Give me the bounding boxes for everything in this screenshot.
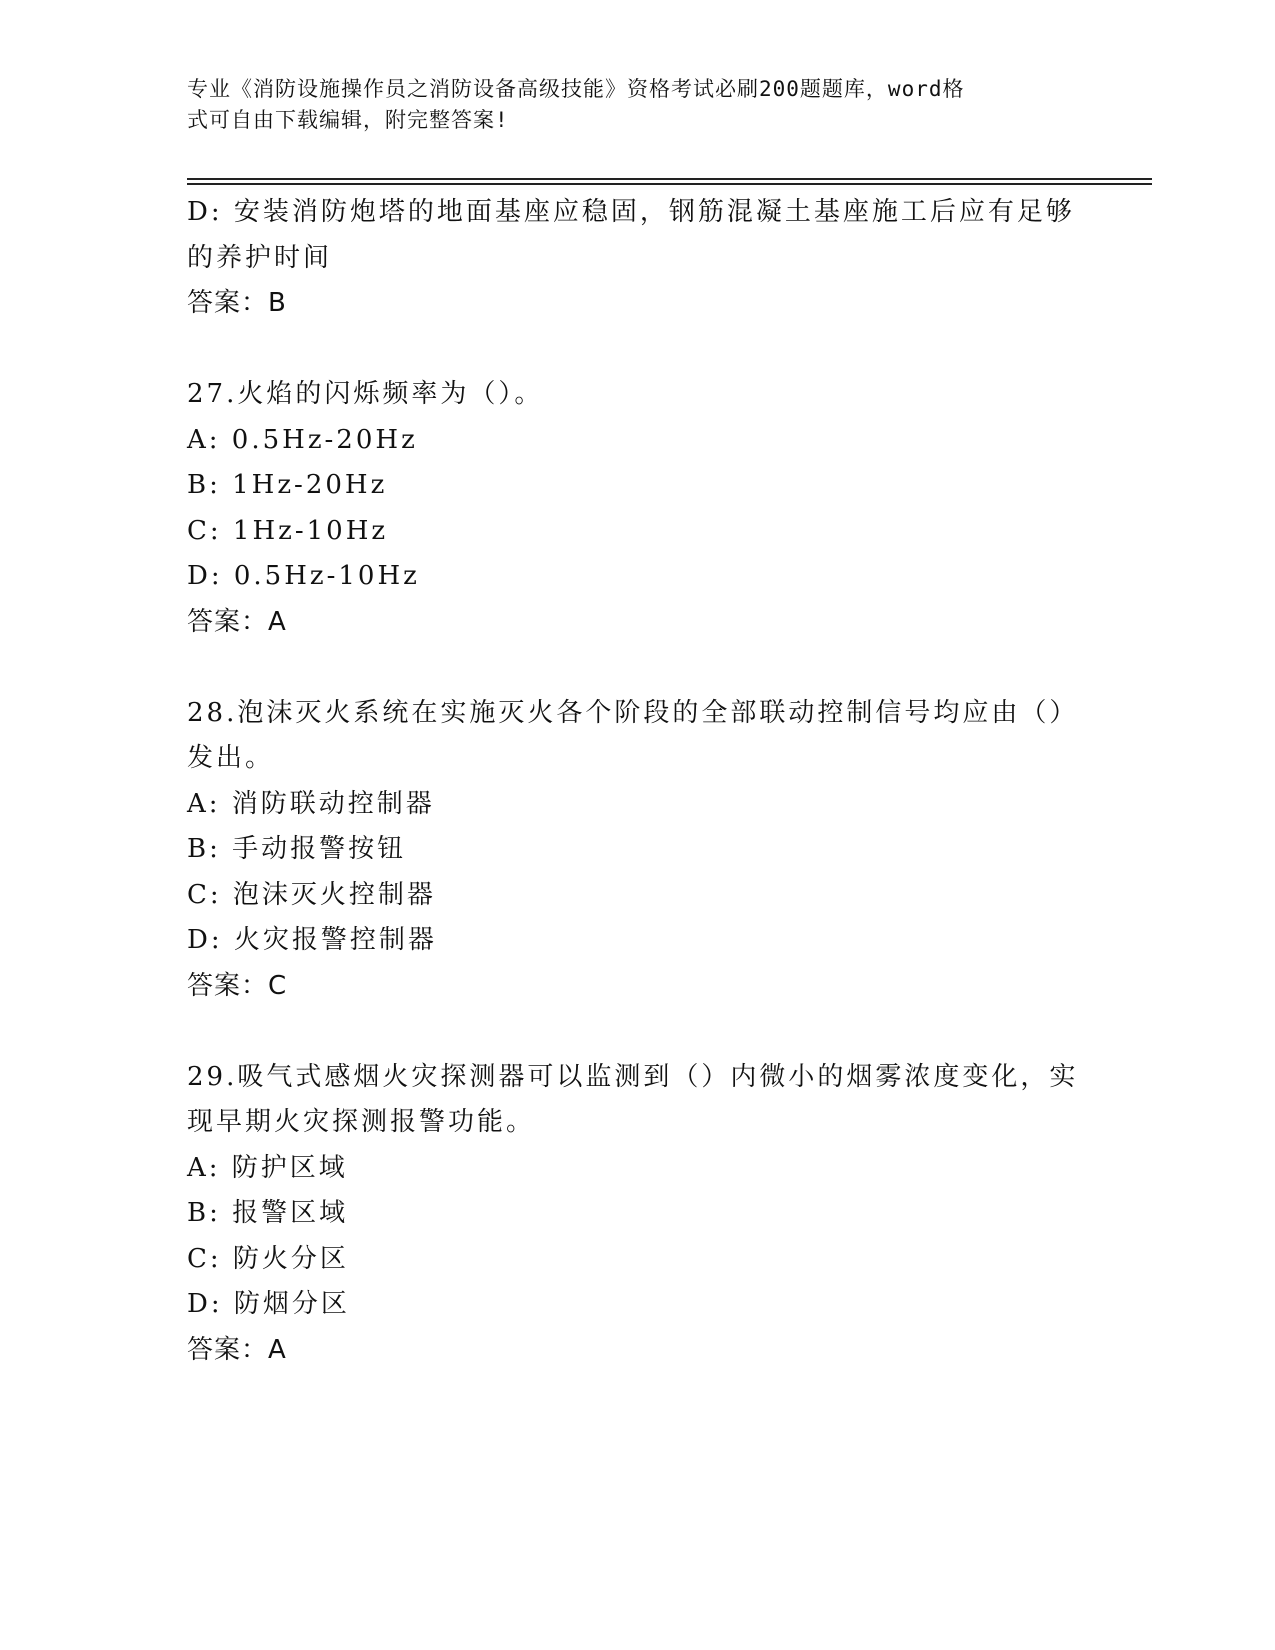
option-a: A: 防护区域 [187,1152,348,1183]
answer-label: 答案：B [187,288,287,318]
option-a: A: 0.5Hz-20Hz [187,424,418,455]
option-d: D: 防烟分区 [187,1289,350,1319]
option-c: C: 防火分区 [187,1243,349,1274]
option-b: B: 手动报警按钮 [187,834,407,864]
answer-label: 答案：C [187,970,288,1001]
previous-question-tail [187,190,1077,327]
header-line-1: 专业《消防设施操作员之消防设备高级技能》资格考试必刷200题题库，word格 [187,77,965,101]
question-28 [187,691,1077,1010]
question-stem: 29.吸气式感烟火灾探测器可以监测到（）内微小的烟雾浓度变化，实 [187,1061,1079,1092]
question-27 [187,372,1077,645]
answer-label: 答案：A [187,606,287,637]
header-divider-top [187,178,1152,180]
header-divider-bottom [187,183,1152,185]
question-stem: 27.火焰的闪烁频率为（）。 [187,379,544,409]
spacer [187,327,1077,373]
question-stem-continuation: 发出。 [187,743,275,773]
question-content [187,190,1077,1373]
answer-label: 答案：A [187,1334,287,1365]
option-d: D: 0.5Hz-10Hz [187,561,420,591]
document-header [187,74,1067,136]
option-d-continuation: 的养护时间 [187,242,333,273]
spacer [187,1009,1077,1055]
question-stem: 28.泡沫灭火系统在实施灭火各个阶段的全部联动控制信号均应由（） [187,697,1079,728]
option-b: B: 报警区域 [187,1198,349,1228]
header-line-2: 式可自由下载编辑，附完整答案! [187,108,509,132]
option-d: D: 安装消防炮塔的地面基座应稳固，钢筋混凝土基座施工后应有足够 [187,197,1075,227]
option-d: D: 火灾报警控制器 [187,925,437,955]
question-29 [187,1055,1077,1374]
question-stem-continuation: 现早期火灾探测报警功能。 [187,1107,536,1137]
option-c: C: 1Hz-10Hz [187,515,389,546]
option-a: A: 消防联动控制器 [187,788,435,819]
option-b: B: 1Hz-20Hz [187,470,388,500]
option-c: C: 泡沫灭火控制器 [187,879,436,910]
spacer [187,645,1077,691]
